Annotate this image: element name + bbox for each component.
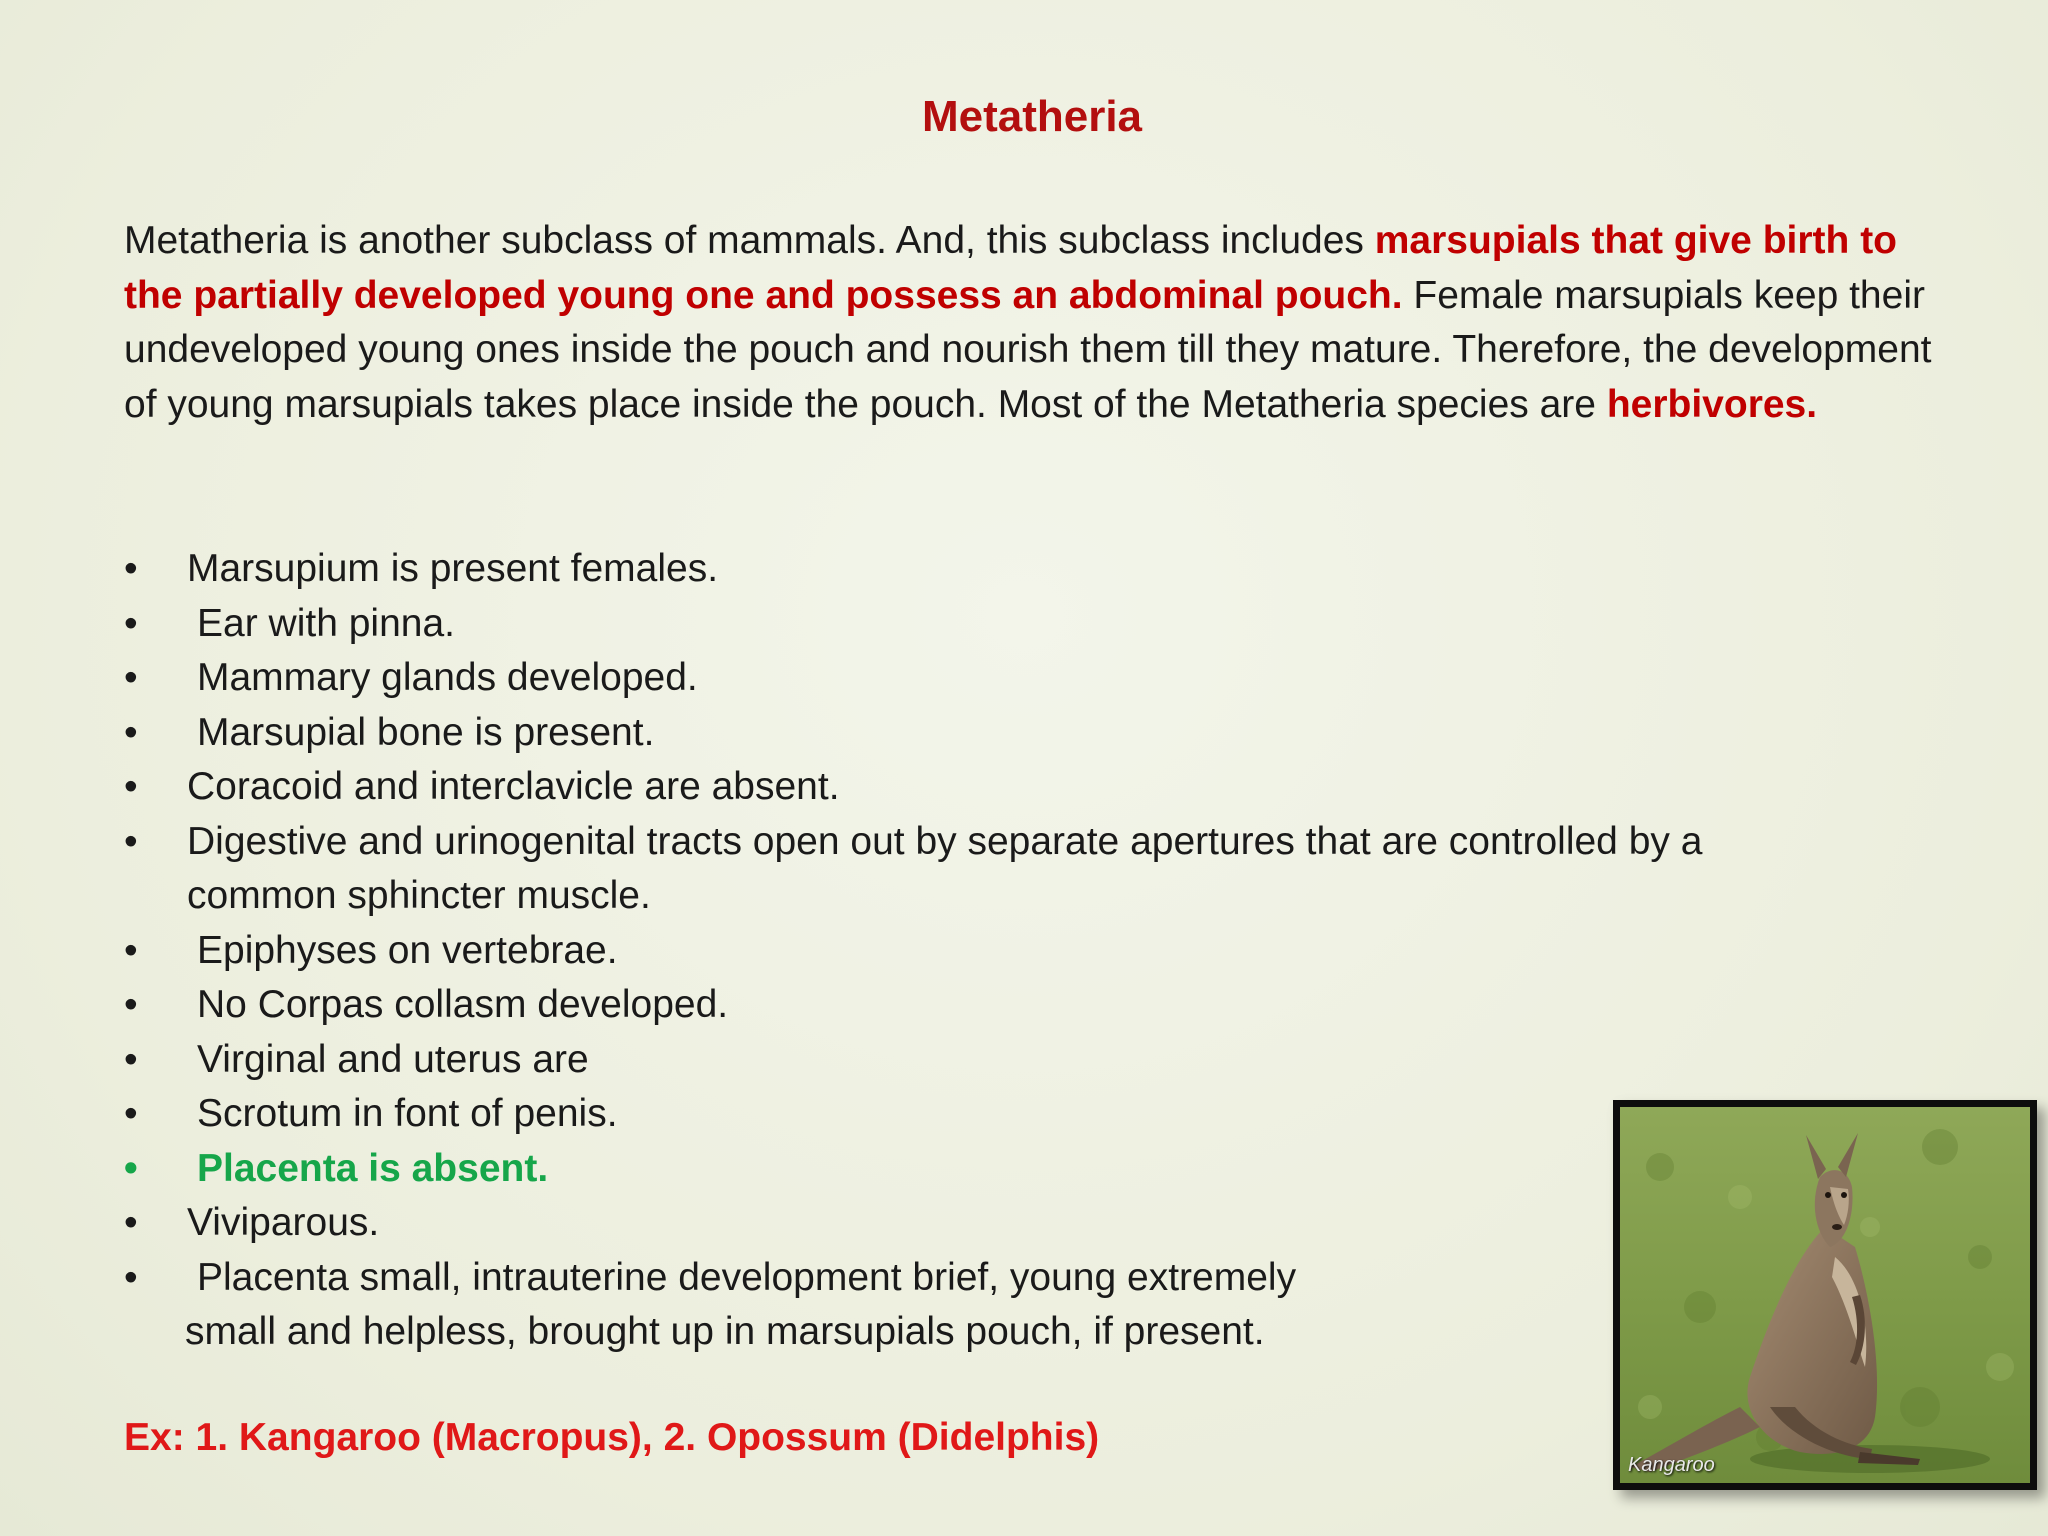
list-item-highlighted — [124, 1142, 1844, 1197]
list-item — [124, 1087, 1844, 1142]
bullet-icon: • — [124, 1146, 138, 1190]
list-item-text: Epiphyses on vertebrae. — [197, 928, 618, 972]
bullet-icon: • — [124, 710, 138, 754]
example-text: Ex: 1. Kangaroo (Macropus), 2. Opossum (Didelphis) — [124, 1416, 1100, 1459]
bullet-icon: • — [124, 928, 138, 972]
list-item-text: Placenta small, intrauterine development brief, young extremely — [197, 1255, 1297, 1299]
intro-text-2: Female marsupials keep their undeveloped young ones inside the pouch and nourish them till they mature. Therefore, the development of young marsupials takes place inside the pouch. Most of the Metatheria species are — [124, 273, 1932, 426]
bullet-icon: • — [124, 1037, 138, 1081]
bullet-icon: • — [124, 547, 138, 590]
list-item — [124, 597, 1844, 652]
list-item — [124, 1196, 1844, 1251]
bullet-icon: • — [124, 1201, 138, 1244]
bullet-icon: • — [124, 601, 138, 645]
bullet-icon: • — [124, 765, 138, 808]
image-caption: Kangaroo — [1628, 1454, 1715, 1476]
bullet-icon: • — [124, 656, 138, 699]
intro-highlight-marsupials: marsupials that give birth to the partially developed young one and possess an abdominal pouch. — [124, 219, 1898, 317]
list-item-text: Scrotum in font of penis. — [197, 1092, 618, 1135]
list-item — [124, 760, 1844, 815]
intro-paragraph — [124, 214, 1954, 432]
list-item — [124, 1033, 1844, 1088]
list-item — [124, 1251, 1844, 1360]
list-item — [124, 706, 1844, 761]
list-item-text: Placenta is absent. — [197, 1146, 549, 1190]
list-item-text: Viviparous. — [187, 1201, 380, 1244]
feature-list — [124, 542, 1844, 1360]
slide-title: Metatheria — [921, 92, 1143, 141]
list-item — [124, 815, 1844, 924]
bullet-icon: • — [124, 983, 138, 1026]
list-item-text: Virginal and uterus are — [197, 1037, 589, 1081]
intro-highlight-herbivores: herbivores. — [1606, 382, 1818, 426]
list-item — [124, 978, 1844, 1033]
list-item-text: Digestive and urinogenital tracts open out by separate apertures that are controlled by a common sphincter muscle. — [187, 819, 1703, 917]
kangaroo-photo — [1613, 1100, 2037, 1490]
list-item-text: Mammary glands developed. — [197, 656, 698, 699]
list-item-text-continuation: small and helpless, brought up in marsupials pouch, if present. — [185, 1310, 1265, 1353]
list-item — [124, 651, 1844, 706]
list-item — [124, 542, 1844, 597]
bullet-icon: • — [124, 1092, 138, 1135]
kangaroo-image — [1620, 1107, 2030, 1483]
list-item-text: Marsupium is present females. — [187, 547, 719, 590]
list-item — [124, 924, 1844, 979]
intro-text-1: Metatheria is another subclass of mammals. And, this subclass includes — [124, 219, 1375, 262]
list-item-text: Coracoid and interclavicle are absent. — [187, 765, 840, 808]
bullet-icon: • — [124, 819, 138, 863]
list-item-text: No Corpas collasm developed. — [197, 983, 729, 1026]
bullet-icon: • — [124, 1255, 138, 1299]
list-item-text: Marsupial bone is present. — [197, 710, 655, 754]
list-item-text: Ear with pinna. — [197, 601, 455, 645]
